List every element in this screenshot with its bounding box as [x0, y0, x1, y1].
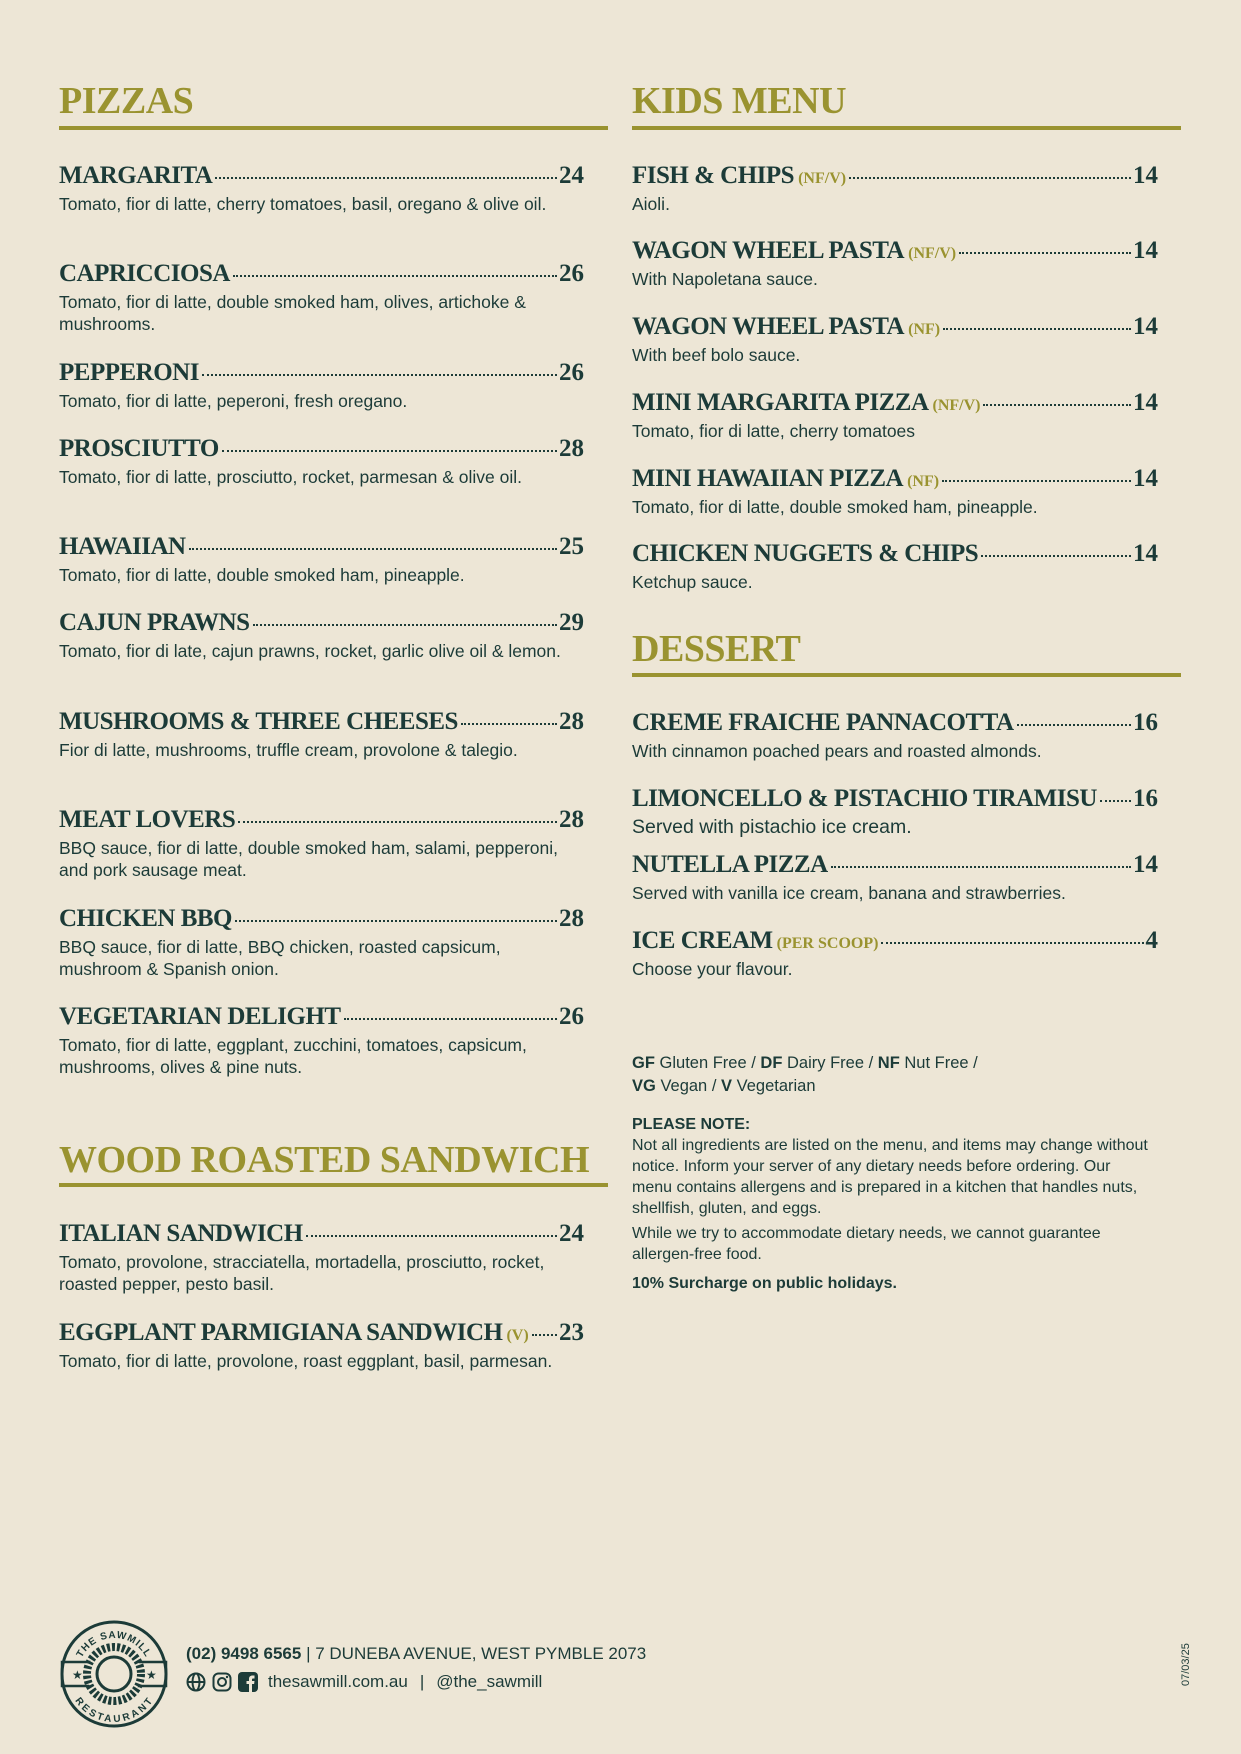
dot-leader: [202, 374, 557, 376]
dot-leader: [981, 555, 1131, 557]
dot-leader: [959, 252, 1131, 254]
print-date: 07/03/25: [1180, 1643, 1192, 1686]
item-description: Tomato, provolone, stracciatella, mortadella, prosciutto, rocket, roasted pepper, pesto basil.: [59, 1252, 545, 1294]
menu-item-header: [632, 709, 1158, 737]
menu-item: [59, 806, 584, 881]
dot-leader: [222, 450, 557, 452]
item-name: MINI MARGARITA PIZZA: [632, 389, 929, 416]
item-description: Tomato, fior di latte, cherry tomatoes, basil, oregano & olive oil.: [59, 194, 547, 214]
legend-code: GF: [632, 1054, 655, 1072]
dietary-legend: [632, 1052, 1032, 1098]
dietary-tag: (NF): [907, 473, 940, 490]
pizzas-rule: [59, 126, 608, 130]
item-name: CREME FRAICHE PANNACOTTA: [632, 709, 1014, 736]
item-price: 16: [1133, 785, 1158, 812]
menu-item: [59, 708, 584, 761]
item-price: 14: [1133, 237, 1158, 264]
item-price: 29: [559, 609, 584, 636]
legend-label: Nut Free /: [904, 1054, 978, 1072]
menu-item-header: [632, 237, 1158, 265]
dietary-tag: (V): [506, 1327, 529, 1344]
legend-code: VG: [632, 1077, 656, 1095]
item-description: Aioli.: [632, 194, 670, 214]
menu-item-header: [59, 435, 584, 463]
item-description: Tomato, fior di latte, double smoked ham, olives, artichoke & mushrooms.: [59, 292, 526, 334]
legend-label: Gluten Free /: [659, 1054, 756, 1072]
menu-item: [59, 609, 584, 662]
dot-leader: [253, 624, 557, 626]
item-price: 24: [559, 162, 584, 189]
menu-item-header: [632, 851, 1158, 879]
dot-leader: [461, 723, 557, 725]
menu-item-header: [632, 785, 1158, 813]
svg-text:RESTAURANT: RESTAURANT: [72, 1695, 156, 1726]
dot-leader: [235, 920, 557, 922]
item-description: Tomato, fior di latte, eggplant, zucchini, tomatoes, capsicum, mushrooms, olives & pine nuts.: [59, 1035, 527, 1077]
dot-leader: [1017, 724, 1131, 726]
dietary-tag: (PER SCOOP): [776, 935, 879, 952]
menu-item: [632, 465, 1158, 518]
item-description: With Napoletana sauce.: [632, 269, 818, 289]
item-price: 14: [1133, 313, 1158, 340]
menu-item: [632, 785, 1158, 838]
note-heading: PLEASE NOTE:: [632, 1116, 751, 1133]
dietary-tag: (NF/V): [908, 245, 957, 262]
menu-item: [632, 389, 1158, 442]
item-name: VEGETARIAN DELIGHT: [59, 1003, 341, 1030]
item-price: 25: [559, 533, 584, 560]
item-price: 14: [1133, 389, 1158, 416]
item-description: Tomato, fior di latte, double smoked ham, pineapple.: [632, 497, 1038, 517]
item-name: CAPRICCIOSA: [59, 260, 230, 287]
sawmill-logo: [58, 1618, 170, 1730]
item-description: Served with pistachio ice cream.: [632, 816, 912, 838]
dot-leader: [943, 328, 1131, 330]
dot-leader: [831, 866, 1131, 868]
facebook-icon[interactable]: [238, 1672, 258, 1692]
dietary-tag: (NF): [908, 321, 941, 338]
legend-code: V: [721, 1077, 733, 1095]
item-description: BBQ sauce, fior di latte, double smoked ham, salami, pepperoni, and pork sausage meat.: [59, 838, 559, 880]
sandwich-heading: WOOD ROASTED SANDWICH: [59, 1139, 590, 1181]
item-name: CHICKEN BBQ: [59, 905, 233, 932]
contact-line: [186, 1644, 646, 1664]
dot-leader: [215, 177, 557, 179]
item-price: 14: [1133, 540, 1158, 567]
note-paragraph: Not all ingredients are listed on the menu, and items may change without notice. Inform your server of any dietary needs before ordering. Our menu contains allergens and is prepared in a kitchen that handles nuts, shellfish, gluten, and eggs.: [632, 1137, 1148, 1217]
svg-text:★: ★: [146, 1668, 157, 1682]
dot-leader: [189, 548, 557, 550]
item-name: FISH & CHIPS: [632, 162, 795, 189]
menu-item-header: [59, 162, 584, 190]
item-description: Tomato, fior di latte, cherry tomatoes: [632, 421, 916, 441]
item-price: 14: [1133, 465, 1158, 492]
item-description: With cinnamon poached pears and roasted almonds.: [632, 741, 1042, 761]
item-name: WAGON WHEEL PASTA: [632, 313, 905, 340]
legend-label: Vegan /: [660, 1077, 717, 1095]
menu-item-header: [632, 540, 1158, 568]
legend-code: DF: [760, 1054, 783, 1072]
kids-rule: [632, 126, 1181, 130]
menu-item: [632, 313, 1158, 366]
item-name: HAWAIIAN: [59, 533, 186, 560]
dot-leader: [344, 1018, 557, 1020]
item-price: 28: [559, 905, 584, 932]
menu-item-header: [59, 905, 584, 933]
legend-label: Vegetarian: [736, 1077, 816, 1095]
item-name: ICE CREAM: [632, 927, 773, 954]
menu-item-header: [632, 313, 1158, 341]
menu-item-header: [59, 708, 584, 736]
menu-item-header: [632, 162, 1158, 190]
item-name: MINI HAWAIIAN PIZZA: [632, 465, 904, 492]
item-price: 16: [1133, 709, 1158, 736]
item-price: 26: [559, 359, 584, 386]
dietary-tag: (NF/V): [798, 170, 847, 187]
menu-item: [59, 435, 584, 488]
menu-item: [59, 1220, 584, 1295]
item-name: EGGPLANT PARMIGIANA SANDWICH: [59, 1319, 503, 1346]
sandwich-rule: [59, 1183, 608, 1187]
menu-item-header: [632, 389, 1158, 417]
item-description: Served with vanilla ice cream, banana and strawberries.: [632, 883, 1066, 903]
menu-item: [632, 709, 1158, 762]
address: 7 DUNEBA AVENUE, WEST PYMBLE 2073: [315, 1644, 647, 1663]
website-link[interactable]: thesawmill.com.au: [268, 1672, 408, 1691]
menu-item-header: [632, 465, 1158, 493]
item-name: PEPPERONI: [59, 359, 199, 386]
item-price: 26: [559, 260, 584, 287]
item-name: CAJUN PRAWNS: [59, 609, 250, 636]
item-name: PROSCIUTTO: [59, 435, 219, 462]
menu-item-header: [59, 533, 584, 561]
item-description: Tomato, fior di latte, peperoni, fresh oregano.: [59, 391, 408, 411]
menu-item: [59, 359, 584, 412]
item-name: WAGON WHEEL PASTA: [632, 237, 905, 264]
item-price: 24: [559, 1220, 584, 1247]
item-description: Tomato, fior di latte, double smoked ham, pineapple.: [59, 565, 465, 585]
item-name: LIMONCELLO & PISTACHIO TIRAMISU: [632, 785, 1097, 812]
menu-item: [632, 927, 1158, 980]
dot-leader: [238, 821, 557, 823]
menu-item-header: [632, 927, 1158, 955]
item-price: 28: [559, 806, 584, 833]
menu-item: [632, 851, 1158, 904]
menu-item: [59, 260, 584, 335]
item-description: Tomato, fior di late, cajun prawns, rocket, garlic olive oil & lemon.: [59, 641, 561, 661]
menu-item: [59, 905, 584, 980]
note-paragraph: While we try to accommodate dietary needs, we cannot guarantee allergen-free food.: [632, 1225, 1101, 1263]
kids-heading: KIDS MENU: [632, 80, 847, 122]
menu-item-header: [59, 260, 584, 288]
item-price: 4: [1145, 927, 1158, 954]
menu-item: [59, 1319, 584, 1372]
item-description: With beef bolo sauce.: [632, 345, 801, 365]
dot-leader: [942, 480, 1131, 482]
dessert-rule: [632, 673, 1181, 677]
menu-item-header: [59, 609, 584, 637]
separator: |: [419, 1672, 425, 1691]
menu-item: [632, 540, 1158, 593]
dot-leader: [1100, 800, 1131, 802]
menu-item-header: [59, 1319, 584, 1347]
menu-item: [632, 237, 1158, 290]
globe-icon[interactable]: [186, 1672, 206, 1692]
menu-item: [632, 162, 1158, 215]
menu-item-header: [59, 1220, 584, 1248]
dot-leader: [849, 177, 1131, 179]
dot-leader: [306, 1235, 557, 1237]
social-line: [186, 1672, 542, 1692]
item-description: BBQ sauce, fior di latte, BBQ chicken, roasted capsicum, mushroom & Spanish onion.: [59, 937, 501, 979]
instagram-icon[interactable]: [212, 1672, 232, 1692]
item-name: MARGARITA: [59, 162, 213, 189]
item-description: Fior di latte, mushrooms, truffle cream, provolone & talegio.: [59, 740, 518, 760]
dot-leader: [233, 275, 557, 277]
item-name: NUTELLA PIZZA: [632, 851, 828, 878]
item-price: 26: [559, 1003, 584, 1030]
item-name: MUSHROOMS & THREE CHEESES: [59, 708, 458, 735]
dietary-tag: (NF/V): [932, 397, 981, 414]
item-description: Tomato, fior di latte, provolone, roast eggplant, basil, parmesan.: [59, 1351, 553, 1371]
item-price: 14: [1133, 851, 1158, 878]
pizzas-heading: PIZZAS: [59, 80, 194, 122]
menu-item: [59, 1003, 584, 1078]
separator: |: [306, 1644, 311, 1663]
menu-item: [59, 533, 584, 586]
svg-text:THE SAWMILL: THE SAWMILL: [74, 1629, 154, 1660]
item-price: 14: [1133, 162, 1158, 189]
legend-label: Dairy Free /: [787, 1054, 874, 1072]
item-description: Ketchup sauce.: [632, 572, 753, 592]
menu-item-header: [59, 806, 584, 834]
dessert-heading: DESSERT: [632, 628, 801, 670]
legend-code: NF: [877, 1054, 900, 1072]
please-note: [632, 1114, 1152, 1298]
menu-item-header: [59, 1003, 584, 1031]
menu-item: [59, 162, 584, 215]
phone-number[interactable]: (02) 9498 6565: [186, 1644, 302, 1663]
item-name: ITALIAN SANDWICH: [59, 1220, 303, 1247]
item-price: 28: [559, 708, 584, 735]
dot-leader: [532, 1334, 557, 1336]
item-description: Choose your flavour.: [632, 959, 793, 979]
item-name: CHICKEN NUGGETS & CHIPS: [632, 540, 979, 567]
dot-leader: [881, 942, 1143, 944]
svg-text:★: ★: [72, 1668, 83, 1682]
item-price: 23: [559, 1319, 584, 1346]
menu-item-header: [59, 359, 584, 387]
dot-leader: [983, 404, 1131, 406]
item-name: MEAT LOVERS: [59, 806, 236, 833]
item-price: 28: [559, 435, 584, 462]
surcharge-note: 10% Surcharge on public holidays.: [632, 1275, 897, 1292]
item-description: Tomato, fior di latte, prosciutto, rocket, parmesan & olive oil.: [59, 467, 522, 487]
social-handle[interactable]: @the_sawmill: [436, 1672, 543, 1691]
